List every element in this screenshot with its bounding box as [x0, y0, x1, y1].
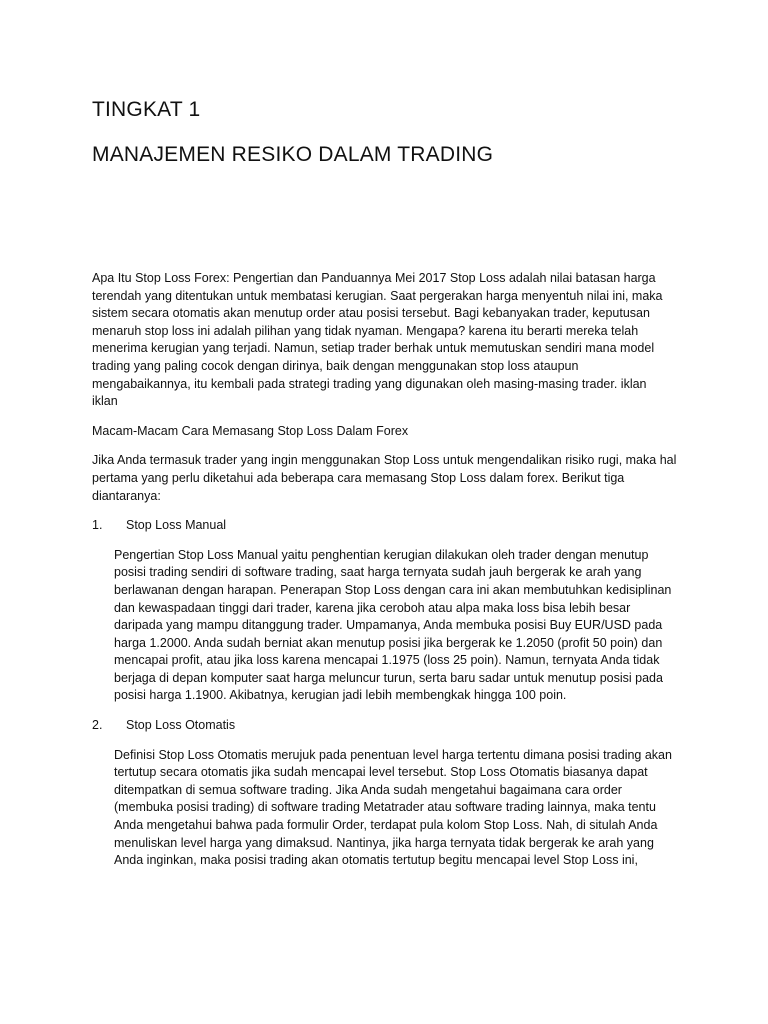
item-2-paragraph	[114, 747, 692, 870]
text-line: diantaranya:	[92, 488, 161, 503]
text-line: berjaga di depan komputer saat harga meluncur turun, serta baru sadar untuk menutup posisi pada	[114, 670, 663, 685]
text-line: harga 1.2000. Anda sudah berniat akan menutup posisi jika bergerak ke 1.2050 (profit 50 poin) dan	[114, 635, 663, 650]
text-line: Apa Itu Stop Loss Forex: Pengertian dan Panduannya Mei 2017 Stop Loss adalah nilai batasan harga	[92, 271, 656, 285]
text-line: (membuka posisi trading) di software trading Metatrader atau software trading lainnya, maka tentu	[114, 800, 656, 815]
intro-paragraph	[92, 270, 692, 411]
list-title: Stop Loss Manual	[126, 518, 227, 533]
text-line: Pengertian Stop Loss Manual yaitu penghentian kerugian dilakukan oleh trader dengan menutup	[114, 547, 649, 562]
text-line: Anda mengetahui bahwa pada formulir Order, terdapat pula kolom Stop Loss. Nah, di situlah Anda	[114, 818, 658, 833]
text-line: pertama yang perlu diketahui ada beberapa cara memasang Stop Loss dalam forex. Berikut tiga	[92, 470, 625, 485]
document-title: MANAJEMEN RESIKO DALAM TRADING	[92, 143, 494, 166]
text-line: ditempatkan di semua software trading. Jika Anda sudah mengetahui bagaimana cara order	[114, 782, 622, 797]
document-body	[92, 270, 692, 882]
text-line: Definisi Stop Loss Otomatis merujuk pada penentuan level harga tertentu dimana posisi trading akan	[114, 747, 672, 762]
list-number: 2.	[92, 718, 103, 733]
text-line: tertutup secara otomatis jika sudah mencapai level tersebut. Stop Loss Otomatis biasanya dapat	[114, 765, 648, 780]
text-line: daripada yang mampu ditanggung trader. Umpamanya, Anda membuka posisi Buy EUR/USD pada	[114, 618, 663, 633]
section-subheading: Macam-Macam Cara Memasang Stop Loss Dalam Forex	[92, 423, 409, 438]
text-line: posisi trading sendiri di software trading, saat harga ternyata sudah jauh bergerak ke arah yang	[114, 565, 642, 580]
text-line: iklan	[92, 394, 118, 409]
text-line: sistem secara otomatis akan menutup order atau posisi tersebut. Bagi kebanyakan trader, keputusan	[92, 306, 650, 321]
text-line: posisi harga 1.1900. Akibatnya, kerugian jadi lebih membengkak hingga 100 poin.	[114, 688, 567, 703]
text-line: berlawanan dengan harapan. Penerapan Stop Loss dengan cara ini akan membutuhkan kedisiplinan	[114, 582, 672, 597]
text-line: menerima kerugian yang terjadi. Namun, setiap trader berhak untuk memutuskan sendiri mana model	[92, 341, 655, 356]
list-title: Stop Loss Otomatis	[126, 718, 236, 733]
lead-paragraph	[92, 452, 692, 505]
text-line: menuliskan level harga yang dimaksud. Nantinya, jika harga ternyata tidak bergerak ke arah yang	[114, 835, 654, 850]
list-number: 1.	[92, 518, 103, 533]
heading-level: TINGKAT 1	[92, 98, 201, 121]
list-item-2	[92, 717, 692, 735]
text-line: dan kewaspadaan tinggi dari trader, karena jika ceroboh atau alpa maka loss bisa lebih besar	[114, 600, 631, 615]
item-1-paragraph	[114, 547, 692, 705]
text-line: Jika Anda termasuk trader yang ingin menggunakan Stop Loss untuk mengendalikan risiko rugi, maka hal	[92, 453, 677, 468]
text-line: menaruh stop loss ini adalah pilihan yang tidak nyaman. Mengapa? karena itu berarti mereka telah	[92, 323, 639, 338]
text-line: mencapai profit, atau jika loss karena mencapai 1.1975 (loss 25 poin). Namun, ternyata Anda tidak	[114, 653, 660, 668]
text-line: Anda inginkan, maka posisi trading akan otomatis tertutup begitu mencapai level Stop Loss ini,	[114, 853, 638, 868]
text-line: terendah yang ditentukan untuk membatasi kerugian. Saat pergerakan harga menyentuh nilai ini, maka	[92, 288, 663, 303]
text-line: trading yang paling cocok dengan dirinya, baik dengan menggunakan stop loss ataupun	[92, 358, 579, 373]
text-line: mengabaikannya, itu kembali pada strategi trading yang digunakan oleh masing-masing trader. iklan	[92, 376, 647, 391]
list-item-1	[92, 517, 692, 535]
